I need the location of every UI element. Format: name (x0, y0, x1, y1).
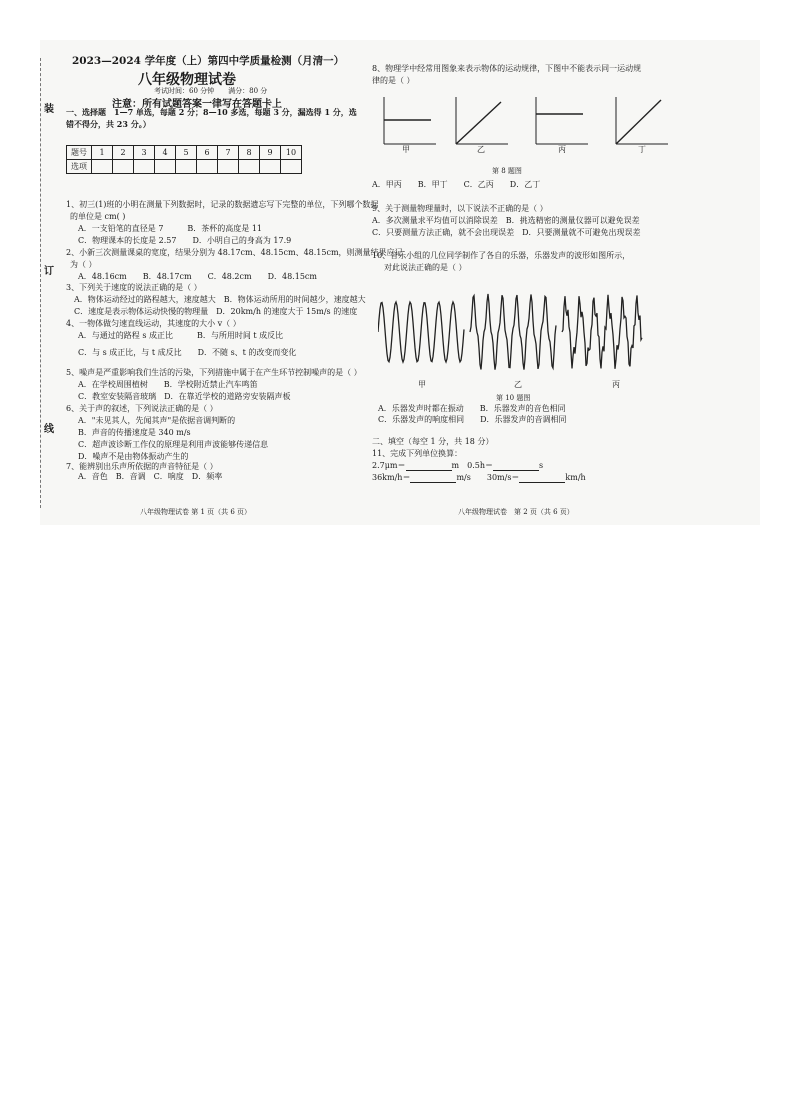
question-line: 6、关于声的叙述，下列说法正确的是（ ） (66, 404, 218, 413)
question-9-option-cd: C．只要测量方法正确，就不会出现误差 D．只要测量就不可避免出现误差 (372, 228, 641, 237)
question-line: 2、小新三次测量课桌的宽度，结果分别为 48.17cm、48.15cm、48.15cm，则测量结果应记 (66, 248, 403, 257)
question-9: 9、关于测量物理量时，以下说法不正确的是（ ） (372, 204, 548, 213)
motion-graphs-figure (376, 92, 676, 158)
question-line: 5、噪声是严重影响我们生活的污染，下列措施中属于在产生环节控制噪声的是（ ） (66, 368, 362, 377)
unit-conversion-row-1 (372, 461, 543, 471)
graph-label: 丙 (558, 145, 566, 154)
answer-grid-header: 选项 (67, 160, 92, 174)
answer-cell[interactable] (260, 160, 281, 174)
answer-cell[interactable] (92, 160, 113, 174)
answer-blank[interactable] (493, 462, 539, 471)
unit-conversion-row-2 (372, 473, 586, 483)
answer-cell[interactable] (239, 160, 260, 174)
waveform-bing (562, 295, 642, 369)
question-line: 1、初三(1)班的小明在测量下列数据时，记录的数据遗忘写下完整的单位，下列哪个数据 (66, 200, 379, 209)
question-10-option-cd: C．乐器发声的响度相同 D．乐器发声的音调相同 (378, 415, 567, 424)
graph-label: 甲 (402, 145, 410, 154)
answer-grid (66, 145, 302, 174)
question-line: C．速度是表示物体运动快慢的物理量 D．20km/h 的速度大于 15m/s 的速度 (74, 307, 358, 316)
question-line: C．教室安装隔音玻璃 D．在靠近学校的道路旁安装隔声板 (78, 392, 291, 401)
exam-title: 2023—2024 学年度（上）第四中学质量检测（月清一） (72, 55, 345, 67)
question-line: 为（ ） (70, 260, 97, 269)
answer-blank[interactable] (410, 474, 456, 483)
exam-subtitle: 八年级物理试卷 (138, 72, 236, 88)
question-line: 4、一物体做匀速直线运动，其速度的大小 v（ ） (66, 319, 241, 328)
question-10-cont: 对此说法正确的是（ ） (384, 263, 467, 272)
wave-label: 乙 (514, 380, 522, 389)
exam-info: 考试时间：60 分钟 满分：80 分 (154, 87, 268, 95)
question-line: 的单位是 cm( ) (70, 212, 126, 221)
section-heading: 二、填空（每空 1 分，共 18 分） (372, 437, 494, 446)
graph-label: 丁 (638, 145, 646, 154)
question-line: A．物体运动经过的路程越大，速度越大 B．物体运动所用的时间越少，速度越大 (74, 295, 366, 304)
question-line: C．超声波诊断工作仪的原理是利用声波能够传递信息 (78, 440, 269, 449)
question-8-options: A．甲丙 B．甲丁 C．乙丙 D．乙丁 (372, 180, 541, 189)
question-11: 11、完成下列单位换算： (372, 449, 463, 458)
figure-caption: 第 10 题图 (496, 394, 531, 402)
question-10-option-ab: A．乐器发声时都在振动 B．乐器发声的音色相同 (378, 404, 566, 413)
question-line: A．一支铅笔的直径是 7 B．茶杯的高度是 11 (78, 224, 263, 233)
grid-number: 3 (134, 146, 155, 160)
question-line: 7、能辨别出乐声所依据的声音特征是（ ） (66, 462, 218, 471)
section-heading-cont: 错不得分，共 23 分。） (66, 119, 151, 129)
answer-cell[interactable] (218, 160, 239, 174)
graph-label: 乙 (477, 145, 485, 154)
grid-number: 1 (92, 146, 113, 160)
section-heading: 一、选择题 1—7 单选，每题 2 分；8—10 多选，每题 3 分，漏选得 1 分，选 (66, 107, 357, 117)
answer-cell[interactable] (155, 160, 176, 174)
question-line: A．音色 B．音调 C．响度 D．频率 (78, 472, 223, 481)
wave-label: 甲 (418, 380, 426, 389)
grid-number: 10 (281, 146, 302, 160)
question-line: A．在学校周围植树 B．学校附近禁止汽车鸣笛 (78, 380, 258, 389)
binding-char: 订 (44, 266, 54, 277)
page-footer: 八年级物理试卷 第 1 页（共 6 页） (140, 508, 252, 516)
question-line: C．与 s 成正比，与 t 成反比 D．不随 s、t 的改变而变化 (78, 348, 297, 357)
binding-char: 线 (44, 424, 54, 435)
question-8-cont: 律的是（ ） (372, 76, 415, 85)
waveform-figure (378, 288, 644, 376)
grid-number: 5 (176, 146, 197, 160)
page-footer: 八年级物理试卷 第 2 页（共 6 页） (458, 508, 574, 516)
exam-notice: 注意：所有试题答案一律写在答题卡上 (112, 99, 282, 110)
answer-cell[interactable] (113, 160, 134, 174)
question-9-option-ab: A．多次测量求平均值可以消除误差 B．挑选精密的测量仪器可以避免误差 (372, 216, 640, 225)
grid-number: 8 (239, 146, 260, 160)
question-line: A．与通过的路程 s 成正比 B．与所用时间 t 成反比 (78, 331, 284, 340)
figure-caption: 第 8 题图 (492, 167, 522, 175)
question-10: 10、音乐小组的几位同学制作了各自的乐器，乐器发声的波形如图所示， (372, 251, 631, 260)
conversion-text: 36km/h＝ (372, 473, 411, 482)
answer-blank[interactable] (519, 474, 565, 483)
grid-number: 4 (155, 146, 176, 160)
grid-number: 6 (197, 146, 218, 160)
wave-label: 丙 (612, 380, 620, 389)
grid-number: 9 (260, 146, 281, 160)
waveform-jia (378, 302, 464, 362)
grid-number: 7 (218, 146, 239, 160)
question-line: A．"未见其人，先闻其声"是依据音调判断的 (78, 416, 236, 425)
question-8: 8、物理学中经常用图象来表示物体的运动规律，下图中不能表示同一运动规 (372, 64, 642, 73)
answer-cell[interactable] (134, 160, 155, 174)
answer-cell[interactable] (197, 160, 218, 174)
question-line: A．48.16cm B．48.17cm C．48.2cm D．48.15cm (78, 272, 317, 281)
question-line: C．物理课本的长度是 2.57 D．小明自己的身高为 17.9 (78, 236, 292, 245)
question-line: D．噪声不是由物体振动产生的 (78, 452, 189, 461)
conversion-text: s (538, 461, 544, 470)
waveform-yi (470, 294, 556, 370)
conversion-text: km/h (565, 473, 586, 482)
conversion-text: 2.7μm＝ (372, 461, 406, 470)
binding-char: 装 (44, 104, 54, 115)
question-line: 3、下列关于速度的说法正确的是（ ） (66, 283, 202, 292)
conversion-text: m/s 30m/s＝ (456, 473, 520, 482)
answer-blank[interactable] (406, 462, 452, 471)
question-line: B．声音的传播速度是 340 m/s (78, 428, 191, 437)
answer-grid-header: 题号 (67, 146, 92, 160)
grid-number: 2 (113, 146, 134, 160)
conversion-text: m 0.5h＝ (451, 461, 493, 470)
answer-cell[interactable] (176, 160, 197, 174)
binding-line (40, 58, 41, 508)
answer-cell[interactable] (281, 160, 302, 174)
